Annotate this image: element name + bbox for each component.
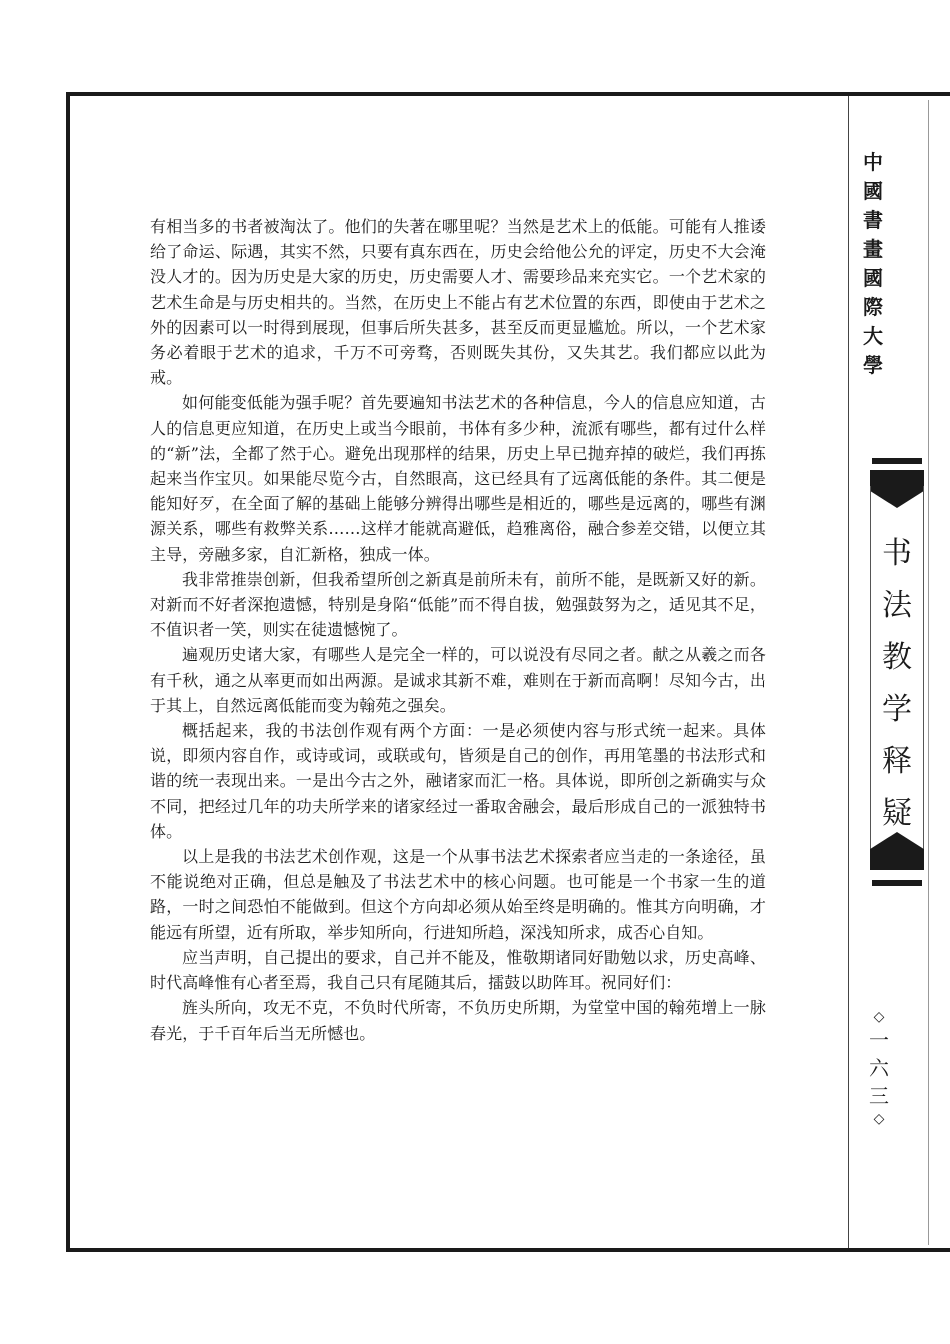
- book-title-char: 释: [882, 744, 912, 779]
- book-title-char: 书: [882, 536, 912, 571]
- school-name-char: 國: [863, 179, 883, 203]
- diamond-icon: ◇: [873, 1009, 885, 1025]
- diamond-icon: ◇: [873, 1111, 885, 1127]
- paragraph: 如何能变低能为强手呢？首先要遍知书法艺术的各种信息，今人的信息应知道，古人的信息更应知道，在历史上或当今眼前，书体有多少种，流派有哪些，都有过什么样的“新”法，全都了然于心。避免出现那样的结果，历史上早已抛弃掉的破烂，我们再拣起来当作宝贝。如果能尽览今古，自然眼高，这已经具有了远离低能的条件。其二便是能知好歹，在全面了解的基础上能够分辨得出哪些是相近的，哪些是远离的，哪些有渊源关系，哪些有救弊关系……这样才能就高避低，趋雅离俗，融合参差交错，以便立其主导，旁融多家，自汇新格，独成一体。: [150, 393, 766, 564]
- paragraph: 旌头所向，攻无不克，不负时代所寄，不负历史所期，为堂堂中国的翰苑增上一脉春光，于千百年后当无所憾也。: [150, 998, 766, 1043]
- paragraph: 以上是我的书法艺术创作观，这是一个从事书法艺术探索者应当走的一条途径，虽不能说绝对正确，但总是触及了书法艺术中的核心问题。也可能是一个书家一生的道路，一时之间恐怕不能做到。但这个方向却必须从始至终是明确的。惟其方向明确，才能远有所望，近有所取，举步知所向，行进知所趋，深浅知所求，成否心自知。: [150, 847, 766, 942]
- school-name-char: 際: [863, 295, 883, 319]
- page-frame-left: [66, 92, 70, 1252]
- page-number-char: 六: [869, 1056, 889, 1080]
- sidebar-rule: [928, 100, 929, 1245]
- paragraph: 我非常推崇创新，但我希望所创之新真是前所未有，前所不能，是既新又好的新。对新而不好者深抱遗憾，特别是身陷“低能”而不得自拔，勉强鼓努为之，适见其不足，不值识者一笑，则实在徒遗憾惋了。: [150, 569, 766, 640]
- book-title-char: 学: [882, 692, 912, 727]
- school-name-char: 國: [863, 266, 883, 290]
- school-name-char: 畫: [863, 237, 883, 261]
- book-title-char: 疑: [882, 796, 912, 831]
- paragraph: 有相当多的书者被淘汰了。他们的失著在哪里呢？当然是艺术上的低能。可能有人推诿给了命运、际遇，其实不然，只要有真东西在，历史会给他公允的评定，历史不大会淹没人才的。因为历史是大家的历史，历史需要人才、需要珍品来充实它。一个艺术家的艺术生命是与历史相共的。当然，在历史上不能占有艺术位置的东西，即使由于艺术之外的因素可以一时得到展现，但事后所失甚多，甚至反而更显尴尬。所以，一个艺术家务必着眼于艺术的追求，千万不可旁骛，否则既失其份，又失其艺。我们都应以此为戒。: [150, 217, 766, 388]
- ornament-bar-top: [872, 458, 922, 464]
- page-number-char: 一: [869, 1028, 889, 1052]
- paragraph: 概括起来，我的书法创作观有两个方面：一是必须使内容与形式统一起来。具体说，即须内容自作，或诗或词，或联或句，皆须是自己的创作，再用笔墨的书法形式和谐的统一表现出来。一是出今古之外，融诸家而汇一格。具体说，即所创之新确实与众不同，把经过几年的功夫所学来的诸家经过一番取舍融会，最后形成自己的一派独特书体。: [150, 721, 766, 841]
- book-title: [870, 528, 924, 840]
- book-title-char: 教: [882, 640, 912, 675]
- page-frame-bottom: [66, 1248, 950, 1252]
- school-name-char: 大: [863, 324, 883, 348]
- school-name-char: 書: [863, 208, 883, 232]
- ornament-bar-bottom: [872, 880, 922, 886]
- school-name: [858, 148, 888, 380]
- school-name-char: 學: [863, 353, 883, 377]
- paragraph: 遍观历史诸大家，有哪些人是完全一样的，可以说没有尽同之者。献之从羲之而各有千秋，通之从率更而如出两源。是诚求其新不难，难则在于新而高啊！尽知今古，出于其上，自然远离低能而变为翰苑之强矣。: [150, 645, 766, 715]
- school-name-char: 中: [863, 150, 883, 174]
- page-number-char: 三: [869, 1084, 889, 1108]
- page-frame-top: [66, 92, 950, 96]
- paragraph: 应当声明，自己提出的要求，自己并不能及，惟敬期诸同好勖勉以求，历史高峰、时代高峰惟有心者至焉，我自己只有尾随其后，擂鼓以助阵耳。祝同好们：: [150, 947, 766, 993]
- page-number: [862, 1008, 896, 1128]
- sidebar-divider: [848, 96, 849, 1248]
- body-text: [150, 214, 766, 1046]
- book-title-char: 法: [882, 588, 912, 623]
